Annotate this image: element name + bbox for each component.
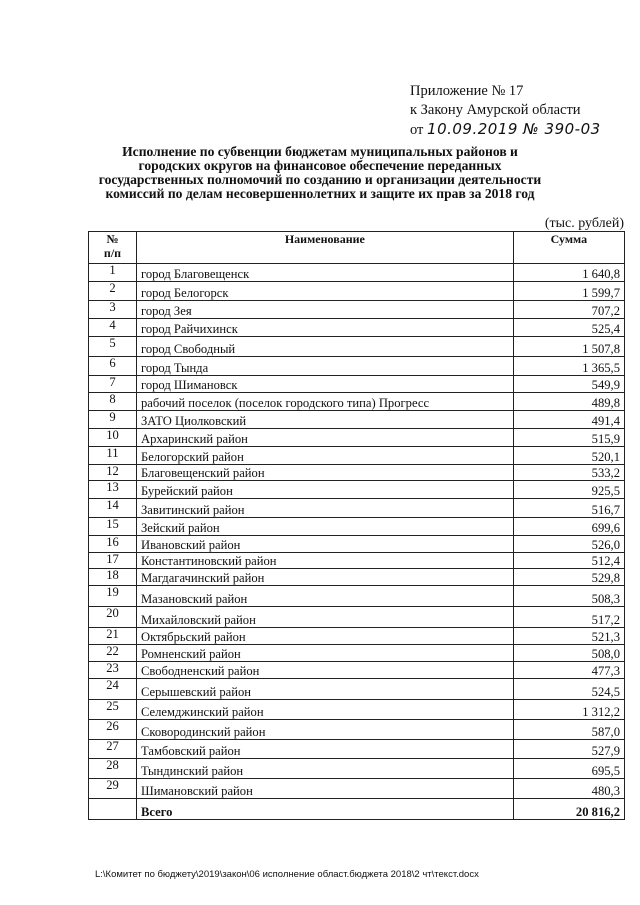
- row-num-cell: 24: [89, 679, 137, 700]
- appendix-date-handwritten: 10.09.2019 № 390-03: [427, 120, 601, 138]
- table-row: [89, 376, 625, 393]
- row-sum-cell: 1 599,7: [513, 282, 624, 301]
- table-row: [89, 319, 625, 337]
- total-row: [89, 799, 625, 820]
- table-row: [89, 337, 625, 357]
- row-num-cell: 11: [89, 447, 137, 465]
- table-row: [89, 779, 625, 799]
- row-num-cell: 4: [89, 319, 137, 337]
- row-num-cell: 17: [89, 553, 137, 569]
- table-row: [89, 536, 625, 553]
- row-num-cell: 27: [89, 740, 137, 759]
- row-name-cell: город Зея: [136, 301, 513, 319]
- row-name-cell: Шимановский район: [136, 779, 513, 799]
- row-name-cell: Белогорский район: [136, 447, 513, 465]
- table-row: [89, 700, 625, 720]
- row-num-cell: 28: [89, 759, 137, 779]
- table-row: [89, 264, 625, 282]
- table-row: [89, 645, 625, 662]
- subvention-table: [88, 231, 625, 820]
- row-name-cell: город Свободный: [136, 337, 513, 357]
- row-name-cell: город Тында: [136, 357, 513, 376]
- row-name-cell: Свободненский район: [136, 662, 513, 679]
- row-sum-cell: 1 312,2: [513, 700, 624, 720]
- row-name-cell: Серышевский район: [136, 679, 513, 700]
- row-name-cell: Мазановский район: [136, 586, 513, 607]
- table-body: [89, 264, 625, 799]
- appendix-number: Приложение № 17: [410, 83, 524, 99]
- row-sum-cell: 524,5: [513, 679, 624, 700]
- row-num-cell: 13: [89, 481, 137, 499]
- row-num-cell: 9: [89, 411, 137, 429]
- table-row: [89, 662, 625, 679]
- title-line-3: государственных полномочий по созданию и организации деятельности: [98, 172, 542, 187]
- row-sum-cell: 525,4: [513, 319, 624, 337]
- table-row: [89, 393, 625, 411]
- units-label: (тыс. рублей): [544, 216, 624, 231]
- row-sum-cell: 587,0: [513, 720, 624, 740]
- row-num-cell: 8: [89, 393, 137, 411]
- row-sum-cell: 549,9: [513, 376, 624, 393]
- row-num-cell: 22: [89, 645, 137, 662]
- row-num-cell: 6: [89, 357, 137, 376]
- appendix-date-line: [410, 120, 635, 140]
- table-row: [89, 499, 625, 518]
- row-num-cell: 25: [89, 700, 137, 720]
- row-num-cell: 18: [89, 569, 137, 586]
- row-name-cell: ЗАТО Циолковский: [136, 411, 513, 429]
- table-row: [89, 447, 625, 465]
- row-name-cell: Завитинский район: [136, 499, 513, 518]
- table-row: [89, 607, 625, 628]
- row-sum-cell: 489,8: [513, 393, 624, 411]
- title-line-1: Исполнение по субвенции бюджетам муниципальных районов и: [122, 144, 518, 159]
- row-num-cell: 5: [89, 337, 137, 357]
- row-sum-cell: 533,2: [513, 465, 624, 481]
- row-num-cell: 3: [89, 301, 137, 319]
- table-row: [89, 301, 625, 319]
- row-num-cell: 7: [89, 376, 137, 393]
- table-row: [89, 569, 625, 586]
- table-row: [89, 553, 625, 569]
- row-sum-cell: 521,3: [513, 628, 624, 645]
- row-num-cell: 1: [89, 264, 137, 282]
- table-row: [89, 628, 625, 645]
- row-sum-cell: 508,0: [513, 645, 624, 662]
- table-row: [89, 411, 625, 429]
- row-name-cell: Михайловский район: [136, 607, 513, 628]
- title-line-2: городских округов на финансовое обеспечение переданных: [138, 158, 502, 173]
- row-sum-cell: 526,0: [513, 536, 624, 553]
- row-sum-cell: 529,8: [513, 569, 624, 586]
- row-sum-cell: 516,7: [513, 499, 624, 518]
- appendix-date-prefix: от: [410, 122, 424, 138]
- table-row: [89, 465, 625, 481]
- document-title: [95, 145, 545, 201]
- table-row: [89, 759, 625, 779]
- row-sum-cell: 477,3: [513, 662, 624, 679]
- table-row: [89, 282, 625, 301]
- title-line-4: комиссий по делам несовершеннолетних и защите их прав за 2018 год: [105, 186, 535, 201]
- row-name-cell: Благовещенский район: [136, 465, 513, 481]
- table-header-row: [89, 232, 625, 264]
- row-name-cell: Константиновский район: [136, 553, 513, 569]
- row-num-cell: 16: [89, 536, 137, 553]
- row-name-cell: Зейский район: [136, 518, 513, 536]
- header-number: № п/п: [89, 232, 137, 264]
- row-num-cell: 12: [89, 465, 137, 481]
- table-row: [89, 518, 625, 536]
- header-sum: Сумма: [513, 232, 624, 264]
- row-sum-cell: 1 640,8: [513, 264, 624, 282]
- row-name-cell: город Благовещенск: [136, 264, 513, 282]
- table-row: [89, 357, 625, 376]
- table-row: [89, 740, 625, 759]
- row-name-cell: Сковородинский район: [136, 720, 513, 740]
- row-name-cell: Селемджинский район: [136, 700, 513, 720]
- appendix-law: к Закону Амурской области: [410, 102, 581, 118]
- row-num-cell: 14: [89, 499, 137, 518]
- row-num-cell: 2: [89, 282, 137, 301]
- row-sum-cell: 707,2: [513, 301, 624, 319]
- row-name-cell: Тындинский район: [136, 759, 513, 779]
- row-name-cell: Ромненский район: [136, 645, 513, 662]
- row-name-cell: город Белогорск: [136, 282, 513, 301]
- row-num-cell: 29: [89, 779, 137, 799]
- row-sum-cell: 699,6: [513, 518, 624, 536]
- table-row: [89, 679, 625, 700]
- row-num-cell: 10: [89, 429, 137, 447]
- row-sum-cell: 520,1: [513, 447, 624, 465]
- table-row: [89, 720, 625, 740]
- row-sum-cell: 491,4: [513, 411, 624, 429]
- row-sum-cell: 1 507,8: [513, 337, 624, 357]
- row-sum-cell: 1 365,5: [513, 357, 624, 376]
- total-sum: 20 816,2: [513, 799, 624, 820]
- row-name-cell: Архаринский район: [136, 429, 513, 447]
- table-row: [89, 481, 625, 499]
- row-num-cell: 26: [89, 720, 137, 740]
- row-sum-cell: 695,5: [513, 759, 624, 779]
- row-name-cell: город Райчихинск: [136, 319, 513, 337]
- row-name-cell: Ивановский район: [136, 536, 513, 553]
- row-name-cell: Тамбовский район: [136, 740, 513, 759]
- row-sum-cell: 925,5: [513, 481, 624, 499]
- row-sum-cell: 480,3: [513, 779, 624, 799]
- row-num-cell: 21: [89, 628, 137, 645]
- row-sum-cell: 512,4: [513, 553, 624, 569]
- row-name-cell: рабочий поселок (поселок городского типа) Прогресс: [136, 393, 513, 411]
- row-num-cell: 23: [89, 662, 137, 679]
- row-num-cell: 20: [89, 607, 137, 628]
- row-num-cell: 15: [89, 518, 137, 536]
- row-num-cell: 19: [89, 586, 137, 607]
- row-sum-cell: 515,9: [513, 429, 624, 447]
- file-path-footer: L:\Комитет по бюджету\2019\закон\06 исполнение област.бюджета 2018\2 чт\текст.docx: [95, 869, 479, 880]
- table-row: [89, 586, 625, 607]
- row-sum-cell: 527,9: [513, 740, 624, 759]
- row-sum-cell: 517,2: [513, 607, 624, 628]
- table-row: [89, 429, 625, 447]
- total-num-cell: [89, 799, 137, 820]
- row-name-cell: Бурейский район: [136, 481, 513, 499]
- row-name-cell: город Шимановск: [136, 376, 513, 393]
- row-sum-cell: 508,3: [513, 586, 624, 607]
- header-name: Наименование: [136, 232, 513, 264]
- appendix-block: [410, 82, 635, 140]
- row-name-cell: Магдагачинский район: [136, 569, 513, 586]
- total-label: Всего: [136, 799, 513, 820]
- row-name-cell: Октябрьский район: [136, 628, 513, 645]
